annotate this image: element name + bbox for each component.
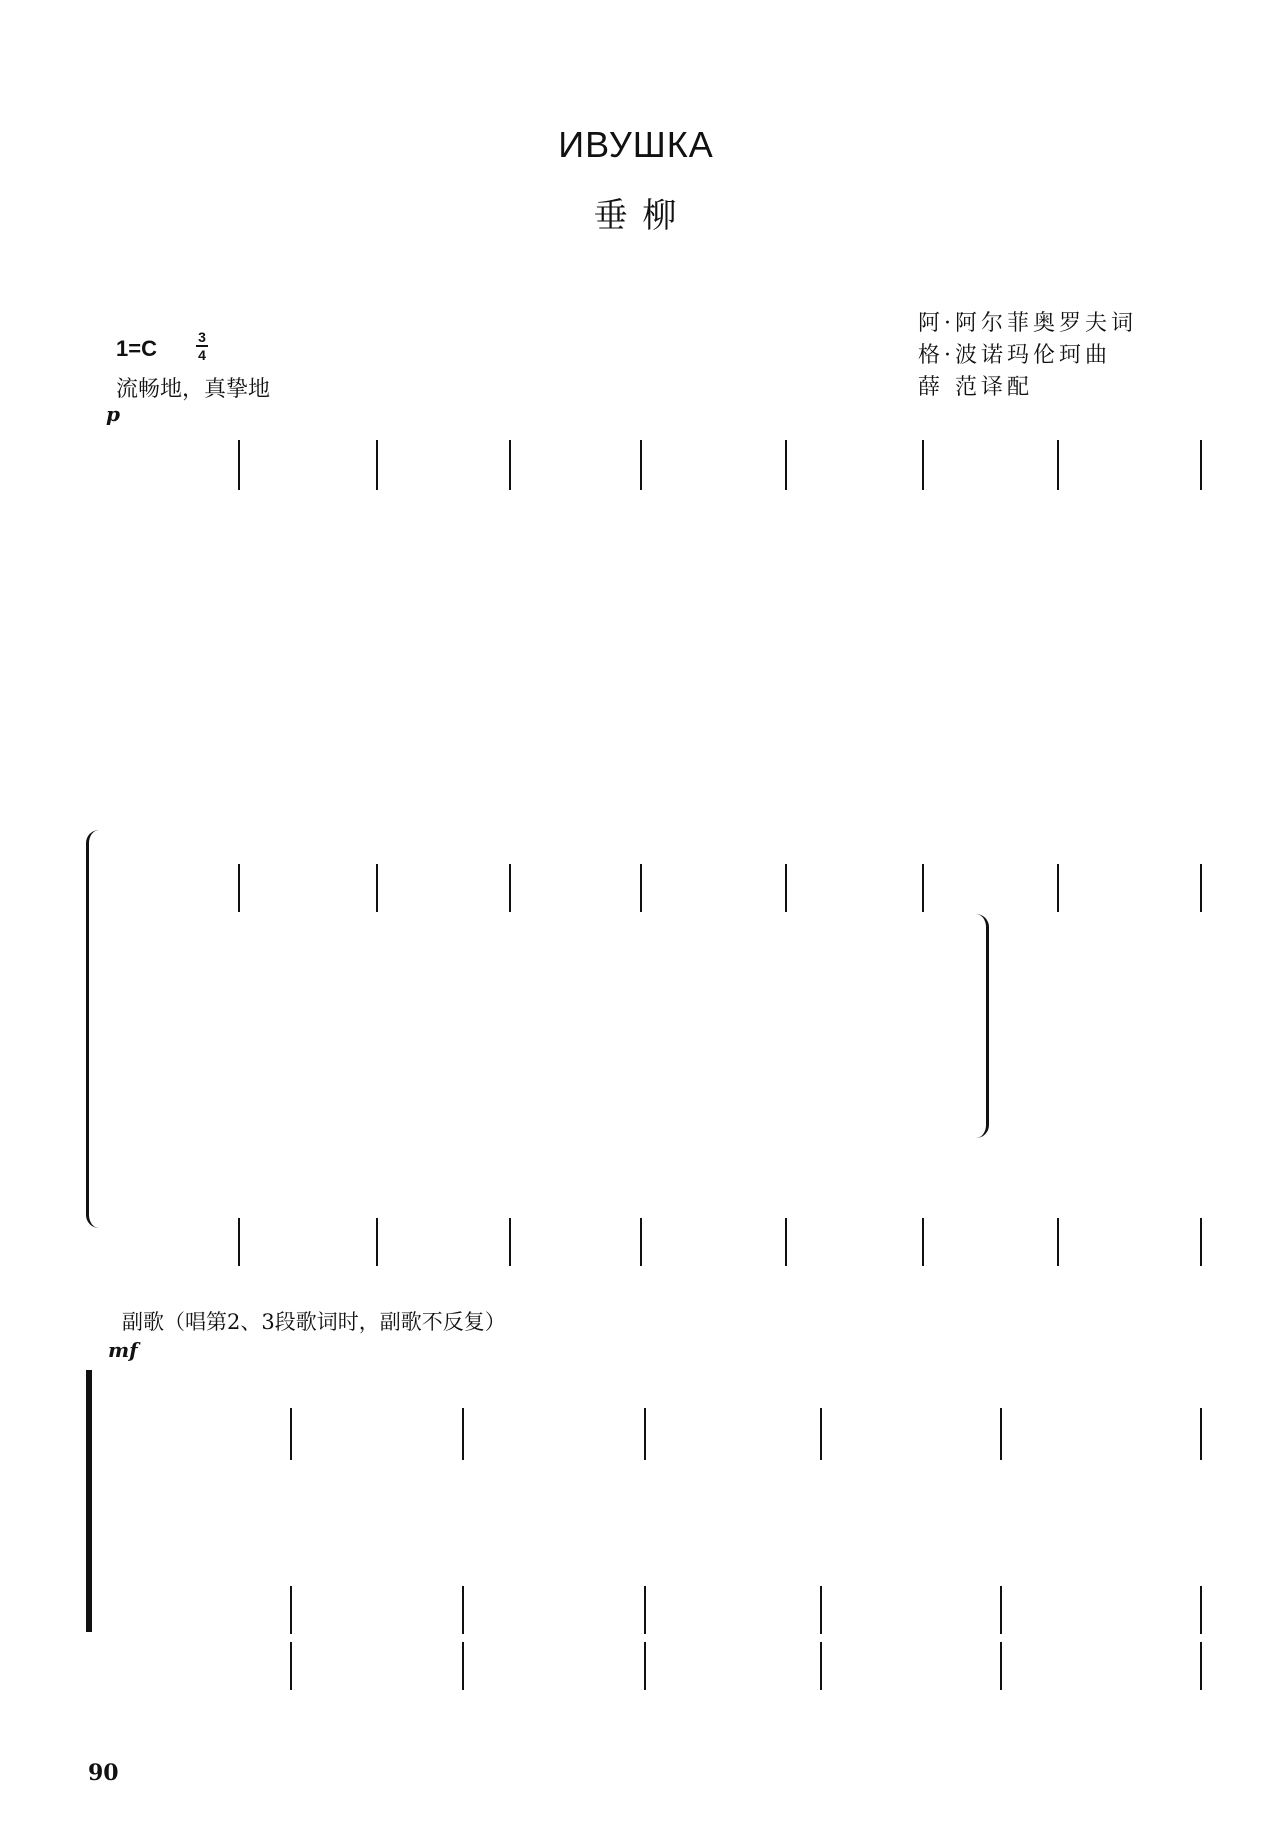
barline xyxy=(1200,864,1202,912)
barline xyxy=(1200,1586,1202,1634)
barline xyxy=(462,1642,464,1690)
system2-right-brace xyxy=(976,914,989,1138)
barline xyxy=(922,1218,924,1266)
barline xyxy=(462,1586,464,1634)
page-number: 90 xyxy=(88,1760,119,1786)
barline xyxy=(290,1586,292,1634)
barline xyxy=(1057,440,1059,490)
barline xyxy=(820,1408,822,1460)
time-signature-top: 3 xyxy=(198,329,206,345)
barline xyxy=(1200,440,1202,490)
barline xyxy=(376,864,378,912)
barline xyxy=(1000,1408,1002,1460)
barline xyxy=(1057,864,1059,912)
barline xyxy=(376,1218,378,1266)
barline xyxy=(640,864,642,912)
barline xyxy=(509,864,511,912)
barline xyxy=(1200,1642,1202,1690)
barline xyxy=(509,1218,511,1266)
barline xyxy=(1200,1408,1202,1460)
time-signature xyxy=(196,330,208,362)
barline xyxy=(820,1642,822,1690)
tempo-marking: 流畅地，真挚地 xyxy=(116,377,271,402)
barline xyxy=(922,864,924,912)
barline xyxy=(290,1408,292,1460)
dynamic-p: p xyxy=(106,402,120,426)
translator-credit: 薛 范译配 xyxy=(918,375,1033,400)
barline xyxy=(462,1408,464,1460)
barline xyxy=(290,1642,292,1690)
time-signature-bottom: 4 xyxy=(198,347,206,363)
barline xyxy=(820,1586,822,1634)
barline xyxy=(785,440,787,490)
barline xyxy=(644,1586,646,1634)
barline xyxy=(1200,1218,1202,1266)
title-russian: ИВУШКА xyxy=(558,124,714,165)
barline xyxy=(238,1218,240,1266)
dynamic-mf: mf xyxy=(108,1338,138,1362)
barline xyxy=(509,440,511,490)
system34-left-bracket xyxy=(86,1370,92,1632)
key-signature: 1=C xyxy=(116,336,157,361)
barline xyxy=(1057,1218,1059,1266)
barline xyxy=(785,1218,787,1266)
system2-left-brace xyxy=(86,830,99,1228)
barline xyxy=(1000,1642,1002,1690)
barline xyxy=(1000,1586,1002,1634)
barline xyxy=(640,1218,642,1266)
barline xyxy=(785,864,787,912)
barline xyxy=(238,864,240,912)
barline xyxy=(640,440,642,490)
composer-credit: 格·波诺玛伦珂曲 xyxy=(918,343,1111,368)
title-chinese: 垂 柳 xyxy=(593,196,679,236)
barline xyxy=(644,1408,646,1460)
barline xyxy=(644,1642,646,1690)
barline xyxy=(238,440,240,490)
barline xyxy=(376,440,378,490)
barline xyxy=(922,440,924,490)
lyricist-credit: 阿·阿尔菲奥罗夫词 xyxy=(918,311,1137,336)
chorus-heading: 副歌（唱第2、3段歌词时，副歌不反复） xyxy=(122,1310,506,1334)
